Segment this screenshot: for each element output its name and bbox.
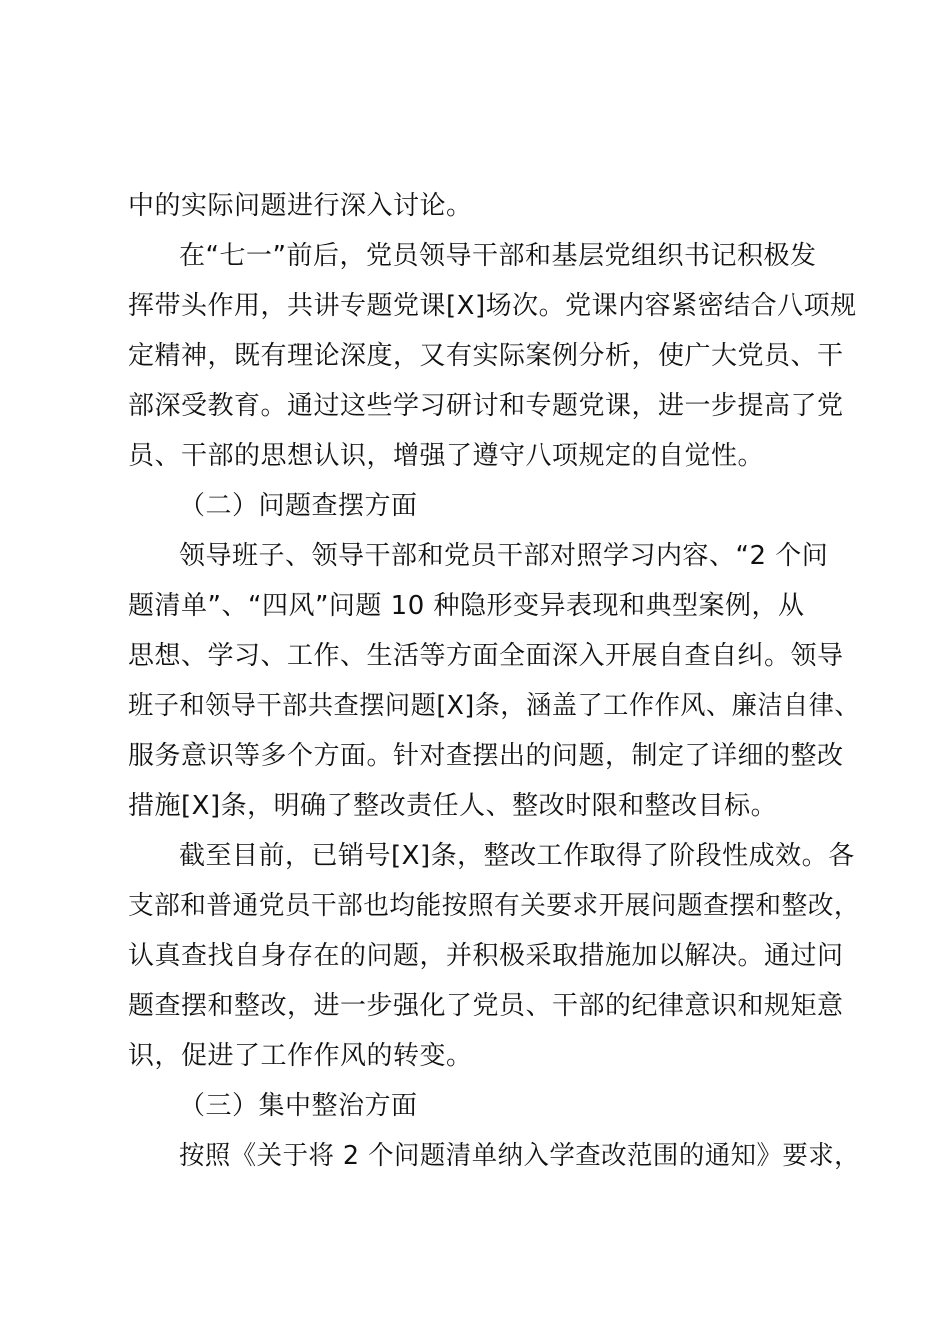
section-heading: （三）集中整治方面 (179, 1091, 418, 1121)
body-text-line: 服务意识等多个方面。针对查摆出的问题，制定了详细的整改 (128, 741, 844, 771)
body-text-line: 题查摆和整改，进一步强化了党员、干部的纪律意识和规矩意 (128, 991, 844, 1021)
body-text-line: 班子和领导干部共查摆问题[X]条，涵盖了工作作风、廉洁自律、 (128, 691, 861, 721)
body-text-line: 挥带头作用，共讲专题党课[X]场次。党课内容紧密结合八项规 (128, 291, 857, 321)
body-text-line: 领导班子、领导干部和党员干部对照学习内容、“2 个问 (179, 541, 829, 571)
body-text-line: 题清单”、“四风”问题 10 种隐形变异表现和典型案例，从 (128, 591, 805, 621)
body-text-line: 措施[X]条，明确了整改责任人、整改时限和整改目标。 (128, 791, 778, 821)
body-text-line: 中的实际问题进行深入讨论。 (128, 191, 473, 221)
body-text-line: 认真查找自身存在的问题，并积极采取措施加以解决。通过问 (128, 941, 844, 971)
body-text-line: 思想、学习、工作、生活等方面全面深入开展自查自纠。领导 (128, 641, 844, 671)
body-text-line: 部深受教育。通过这些学习研讨和专题党课，进一步提高了党 (128, 391, 844, 421)
section-heading: （二）问题查摆方面 (179, 491, 418, 521)
body-text-line: 员、干部的思想认识，增强了遵守八项规定的自觉性。 (128, 441, 765, 471)
body-text-line: 截至目前，已销号[X]条，整改工作取得了阶段性成效。各 (179, 841, 855, 871)
body-text-line: 在“七一”前后，党员领导干部和基层党组织书记积极发 (179, 241, 817, 271)
body-text-line: 支部和普通党员干部也均能按照有关要求开展问题查摆和整改， (128, 891, 861, 921)
body-text-line: 定精神，既有理论深度，又有实际案例分析，使广大党员、干 (128, 341, 844, 371)
body-text-line: 按照《关于将 2 个问题清单纳入学查改范围的通知》要求， (179, 1141, 861, 1171)
body-text-line: 识，促进了工作作风的转变。 (128, 1041, 473, 1071)
